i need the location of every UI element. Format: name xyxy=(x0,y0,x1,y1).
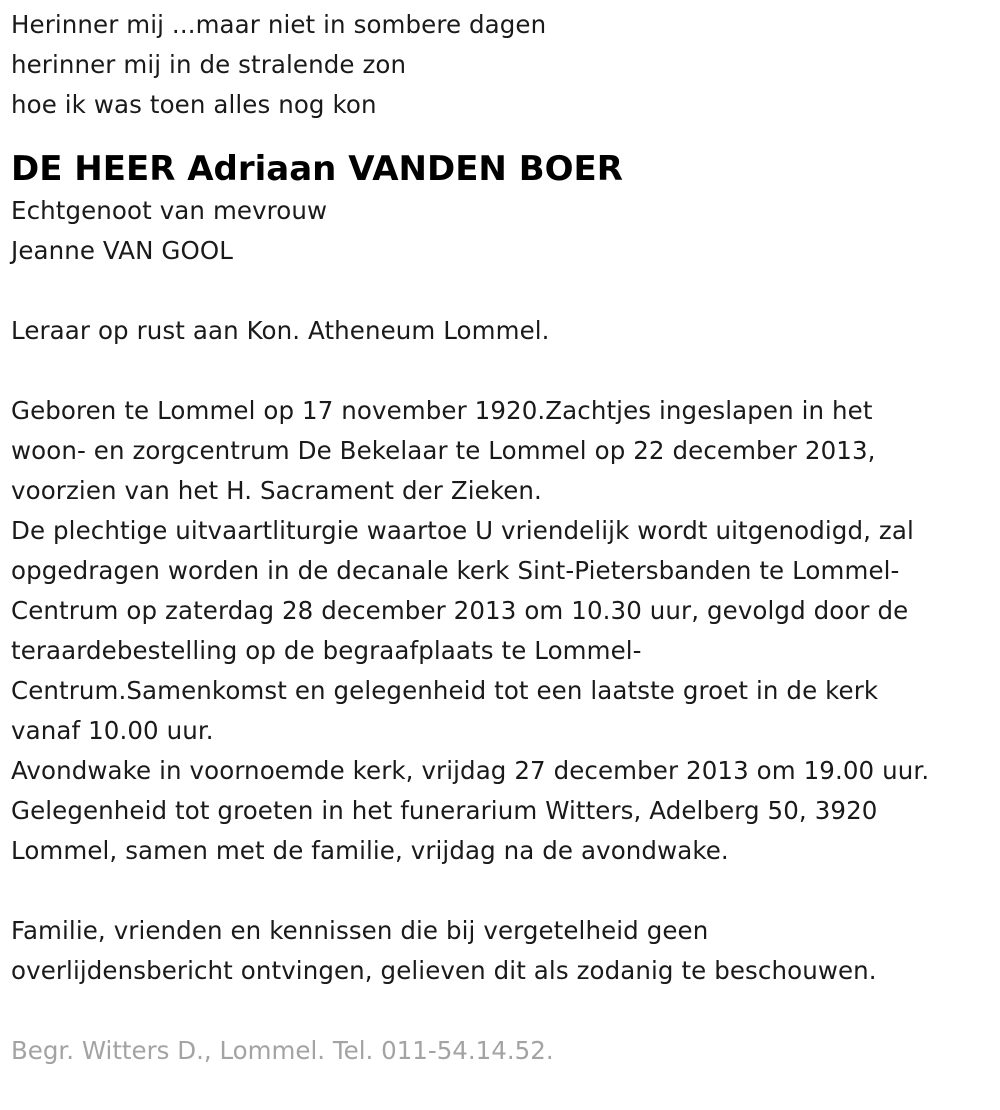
spacer xyxy=(11,351,1000,391)
notice-line: Familie, vrienden en kennissen die bij vergetelheid geen xyxy=(11,916,709,945)
details-line: Centrum op zaterdag 28 december 2013 om 10.30 uur, gevolgd door de xyxy=(11,596,909,625)
deceased-name: DE HEER Adriaan VANDEN BOER xyxy=(11,149,623,189)
details-line: teraardebestelling op de begraafplaats te Lommel- xyxy=(11,636,642,665)
notice-line: overlijdensbericht ontvingen, gelieven dit als zodanig te beschouwen. xyxy=(11,956,877,985)
details-line: De plechtige uitvaartliturgie waartoe U vriendelijk wordt uitgenodigd, zal xyxy=(11,516,914,545)
poem-line: herinner mij in de stralende zon xyxy=(11,50,407,79)
details-line: Centrum.Samenkomst en gelegenheid tot een laatste groet in de kerk xyxy=(11,676,879,705)
details-line: opgedragen worden in de decanale kerk Sint-Pietersbanden te Lommel- xyxy=(11,556,900,585)
details-line: woon- en zorgcentrum De Bekelaar te Lommel op 22 december 2013, xyxy=(11,436,876,465)
poem-line: Herinner mij ...maar niet in sombere dagen xyxy=(11,10,547,39)
details-line: vanaf 10.00 uur. xyxy=(11,716,214,745)
spouse-info xyxy=(11,191,1000,271)
details-line: Geboren te Lommel op 17 november 1920.Zachtjes ingeslapen in het xyxy=(11,396,873,425)
details-line: voorzien van het H. Sacrament der Zieken. xyxy=(11,476,542,505)
undertaker-footer: Begr. Witters D., Lommel. Tel. 011-54.14.52. xyxy=(11,1036,554,1065)
details-line: Lommel, samen met de familie, vrijdag na de avondwake. xyxy=(11,836,729,865)
profession: Leraar op rust aan Kon. Atheneum Lommel. xyxy=(11,316,550,345)
spacer xyxy=(11,271,1000,311)
spouse-line: Echtgenoot van mevrouw xyxy=(11,196,328,225)
poem xyxy=(11,0,1000,125)
details-line: Avondwake in voornoemde kerk, vrijdag 27 december 2013 om 19.00 uur. xyxy=(11,756,930,785)
spouse-line: Jeanne VAN GOOL xyxy=(11,236,233,265)
funeral-details xyxy=(11,391,1000,871)
family-notice xyxy=(11,911,1000,991)
spacer xyxy=(11,871,1000,911)
details-line: Gelegenheid tot groeten in het funerarium Witters, Adelberg 50, 3920 xyxy=(11,796,878,825)
poem-line: hoe ik was toen alles nog kon xyxy=(11,90,377,119)
